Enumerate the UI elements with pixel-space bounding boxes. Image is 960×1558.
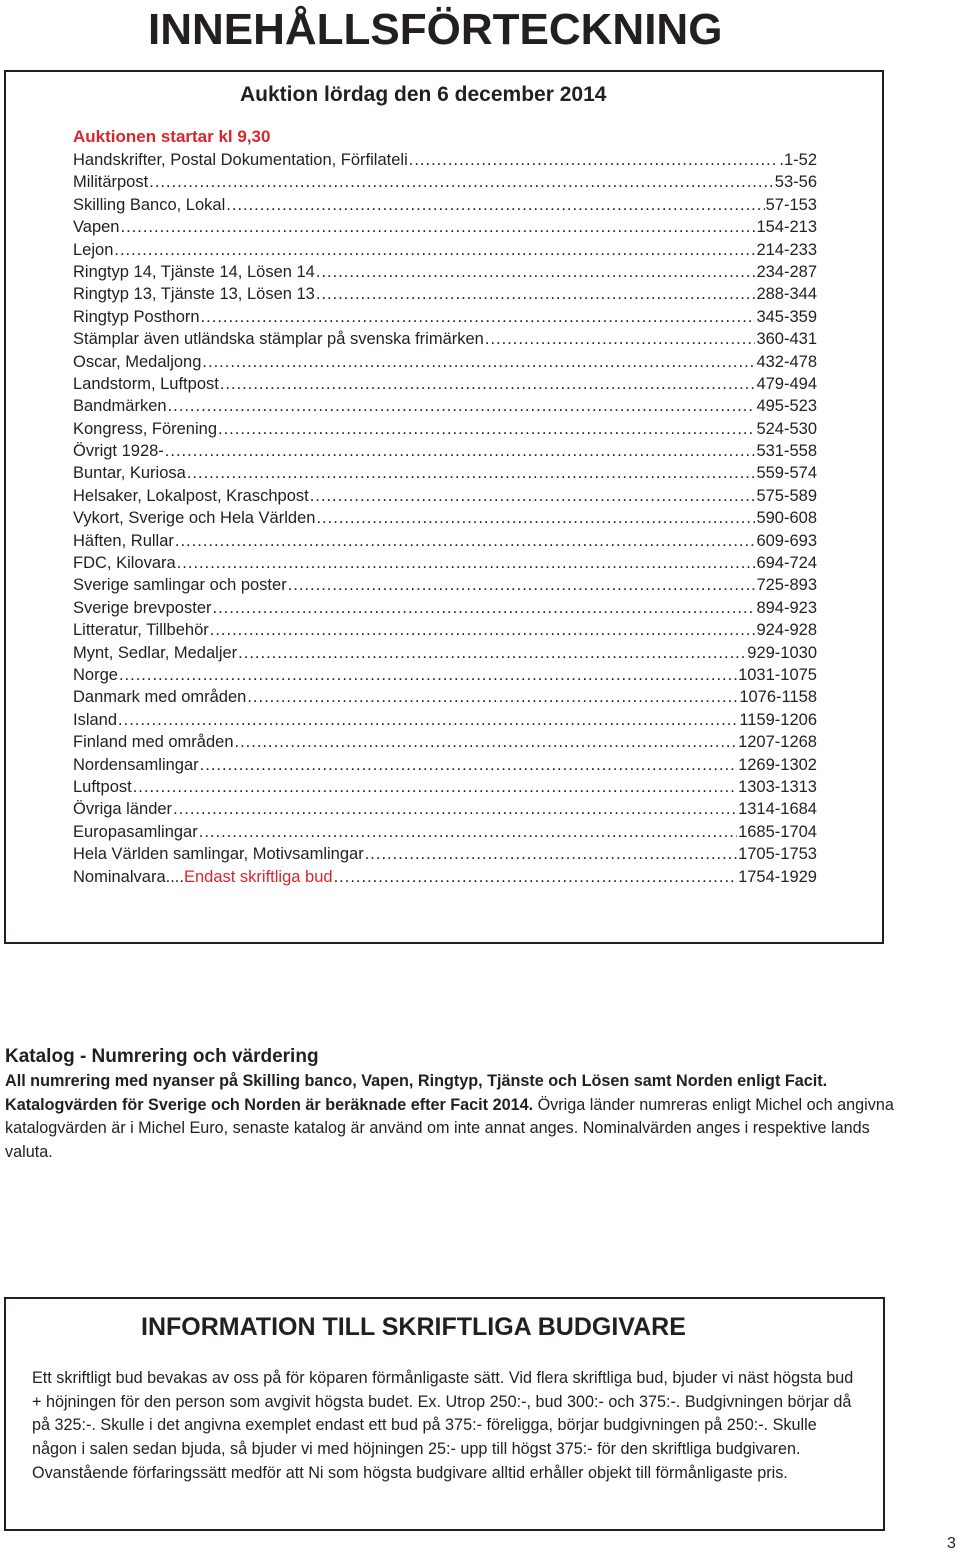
toc-leader-dots [165,440,756,462]
toc-entry-range: 214-233 [756,240,817,259]
toc-entry-range: 929-1030 [747,643,817,662]
catalog-text-rest: Övriga länder numreras enligt Michel och angivna katalogvärden är i Michel Euro, senaste katalog är använd om inte annat anges. Nominalvärden anges i respektive lands valuta. [5,1095,894,1161]
toc-leader-dots [365,843,737,865]
toc-entry-range: 725-893 [756,576,817,595]
toc-entry-range: 1754-1929 [738,867,817,886]
toc-entry-range: 57-153 [765,195,817,214]
info-title: INFORMATION TILL SKRIFTLIGA BUDGIVARE [141,1313,686,1341]
toc-entry-title: Vapen [73,218,120,237]
toc-entry [73,530,817,552]
toc-entry [73,731,817,753]
page-number: 3 [947,1535,956,1552]
toc-leader-dots [200,754,737,776]
toc-entry-title: FDC, Kilovara [73,554,176,573]
toc-leader-dots [213,597,756,619]
toc-leader-dots [202,351,755,373]
toc-leader-dots [310,485,756,507]
toc-leader-dots [168,395,756,417]
toc-entry-title: Island [73,710,118,729]
toc-entry [73,709,817,731]
toc-entry-title: Helsaker, Lokalpost, Kraschpost [73,486,309,505]
toc-leader-dots [235,731,738,753]
catalog-text-bold-2: Katalogvärden för Sverige och Norden är beräknade efter Facit 2014. [5,1095,534,1114]
toc-leader-dots [175,530,756,552]
toc-entry-range: 53-56 [774,173,817,192]
toc-entry-title: Finland med områden [73,733,234,752]
toc-entry-range: 575-589 [756,486,817,505]
toc-entry-range: 288-344 [756,285,817,304]
toc-entry-range: 609-693 [756,531,817,550]
toc-entry-title: Litteratur, Tillbehör [73,621,209,640]
toc-entry [73,619,817,641]
toc-entry-range: 590-608 [756,509,817,528]
toc-entry [73,283,817,305]
toc-entry [73,462,817,484]
toc-leader-dots [485,328,756,350]
toc-entry [73,328,817,350]
toc-entry-title: Handskrifter, Postal Dokumentation, Förfilateli [73,151,408,169]
toc-entry-title: Vykort, Sverige och Hela Världen [73,509,316,528]
toc-entry-title: Norge [73,665,118,684]
page-title: INNEHÅLLSFÖRTECKNING [148,5,723,54]
catalog-text-bold-1: All numrering med nyanser på Skilling banco, Vapen, Ringtyp, Tjänste och Lösen samt Norden enligt Facit. [5,1072,828,1090]
toc-leader-dots [133,776,737,798]
toc-entry-range: 154-213 [756,218,817,237]
toc-leader-dots [316,507,755,529]
toc-entry-range: 524-530 [756,419,817,438]
toc-entry-range: 1076-1158 [739,688,817,707]
toc-entry-title: Bandmärken [73,397,167,416]
toc-leader-dots [114,239,755,261]
toc-entry [73,574,817,596]
toc-entry [73,194,817,216]
toc-entry-range: 694-724 [756,554,817,573]
toc-entry-range: 432-478 [756,352,817,371]
toc-leader-dots [226,194,764,216]
toc-leader-dots [121,216,756,238]
toc-entry-range: 1207-1268 [738,733,817,752]
info-text: Ett skriftligt bud bevakas av oss på för köparen förmånligaste sätt. Vid flera skriftliga bud, bjuder vi näst högsta bud + höjningen för den person som avgivit högsta budet. Ex. Utrop 250:-, bud 300:- och 375:-. Budgivningen börjar då på 325:-. Skulle i det angivna exemplet endast ett bud på 375:- föreligga, börjar budgivningen på 250:-. Skulle någon i salen sedan bjuda, så bjuder vi med höjningen 25:- upp till högst 375:- för den skriftliga budgivaren. Ovanstående förfaringssätt medför att Ni som högsta budgivare alltid erhåller objekt till förmånligaste pris. [32,1369,854,1482]
toc-entry-title: Buntar, Kuriosa [73,464,186,483]
toc-entry-range: 234-287 [756,262,817,281]
toc-entry-title: Ringtyp Posthorn [73,307,200,326]
toc-leader-dots [247,686,738,708]
toc-entry-last [73,866,817,888]
toc-entry [73,239,817,261]
toc-entry-range: 1303-1313 [738,777,817,796]
toc-entry [73,798,817,820]
toc-entry-title: Sverige samlingar och poster [73,576,287,595]
toc-leader-dots [119,664,737,686]
toc-entry [73,597,817,619]
toc-entry [73,754,817,776]
toc-leader-dots [220,373,756,395]
toc-entry-range: 1269-1302 [738,755,817,774]
toc-entry-range: 559-574 [756,464,817,483]
toc-entry-range: 345-359 [756,307,817,326]
toc-leader-dots [149,171,774,193]
toc-entry-title-text: Nominalvara.... [73,867,184,886]
toc-subtitle: Auktion lördag den 6 december 2014 [240,83,607,106]
toc-entry-title: Häften, Rullar [73,531,174,550]
toc-leader-dots [118,709,738,731]
toc-entry-range: 479-494 [756,374,817,393]
toc-entry [73,664,817,686]
toc-entry [73,843,817,865]
toc-entry-title: Militärpost [73,173,149,192]
catalog-section [5,1044,905,1164]
toc-entry [73,440,817,462]
toc-leader-dots [218,418,755,440]
auction-start-note: Auktionen startar kl 9,30 [73,127,271,146]
toc-entry-range: 1031-1075 [738,665,817,684]
toc-leader-dots [334,866,738,888]
written-bids-only-note: Endast skriftliga bud [183,867,333,886]
toc-entry-range: 360-431 [756,330,817,349]
toc-entry [73,552,817,574]
toc-entry-title: Hela Världen samlingar, Motivsamlingar [73,845,364,864]
toc-entry [73,306,817,328]
toc-entry-range: 1314-1684 [738,800,817,819]
catalog-heading: Katalog - Numrering och värdering [5,1046,319,1067]
toc-entry-range: 1685-1704 [738,822,817,841]
catalog-text [5,1070,905,1164]
toc-leader-dots [173,798,737,820]
toc-entry-range: 531-558 [756,442,817,461]
toc-entry [73,507,817,529]
toc-list [73,149,817,888]
toc-entry-title: Landstorm, Luftpost [73,374,219,393]
toc-entry-title: Skilling Banco, Lokal [73,195,226,214]
toc-entry [73,351,817,373]
toc-entry-range: 894-923 [756,598,817,617]
toc-entry [73,395,817,417]
toc-entry-title: Oscar, Medaljong [73,352,202,371]
toc-entry-range: 1705-1753 [738,845,817,864]
toc-leader-dots [177,552,756,574]
toc-entry-title: Stämplar även utländska stämplar på svenska frimärken [73,330,484,349]
toc-entry-title [73,866,333,888]
toc-entry-title: Övrigt 1928- [73,442,164,461]
toc-leader-dots [199,821,737,843]
toc-entry-title: Luftpost [73,777,132,796]
toc-entry [73,149,817,171]
toc-leader-dots [316,283,756,305]
toc-entry [73,373,817,395]
toc-entry [73,821,817,843]
toc-entry-title: Ringtyp 13, Tjänste 13, Lösen 13 [73,285,315,304]
toc-leader-dots [238,642,746,664]
toc-entry-range: 495-523 [756,397,817,416]
toc-leader-dots [316,261,756,283]
toc-leader-dots [201,306,756,328]
toc-entry [73,418,817,440]
toc-leader-dots [187,462,756,484]
toc-entry-title: Ringtyp 14, Tjänste 14, Lösen 14 [73,262,315,281]
toc-entry-title: Europasamlingar [73,822,198,841]
toc-entry-title: Nordensamlingar [73,755,199,774]
toc-entry-range: 924-928 [756,621,817,640]
toc-entry [73,261,817,283]
toc-entry [73,776,817,798]
toc-leader-dots [409,149,779,171]
toc-entry [73,485,817,507]
toc-entry-range: .1-52 [779,151,817,169]
toc-entry-title: Övriga länder [73,800,173,819]
toc-entry [73,642,817,664]
toc-entry [73,686,817,708]
toc-entry [73,216,817,238]
toc-entry [73,171,817,193]
toc-entry-title: Mynt, Sedlar, Medaljer [73,643,238,662]
toc-entry-title: Sverige brevposter [73,598,212,617]
toc-entry-range: 1159-1206 [739,710,817,729]
toc-entry-title: Danmark med områden [73,688,247,707]
toc-leader-dots [210,619,756,641]
toc-entry-title: Kongress, Förening [73,419,217,438]
toc-leader-dots [288,574,756,596]
toc-entry-title: Lejon [73,240,114,259]
